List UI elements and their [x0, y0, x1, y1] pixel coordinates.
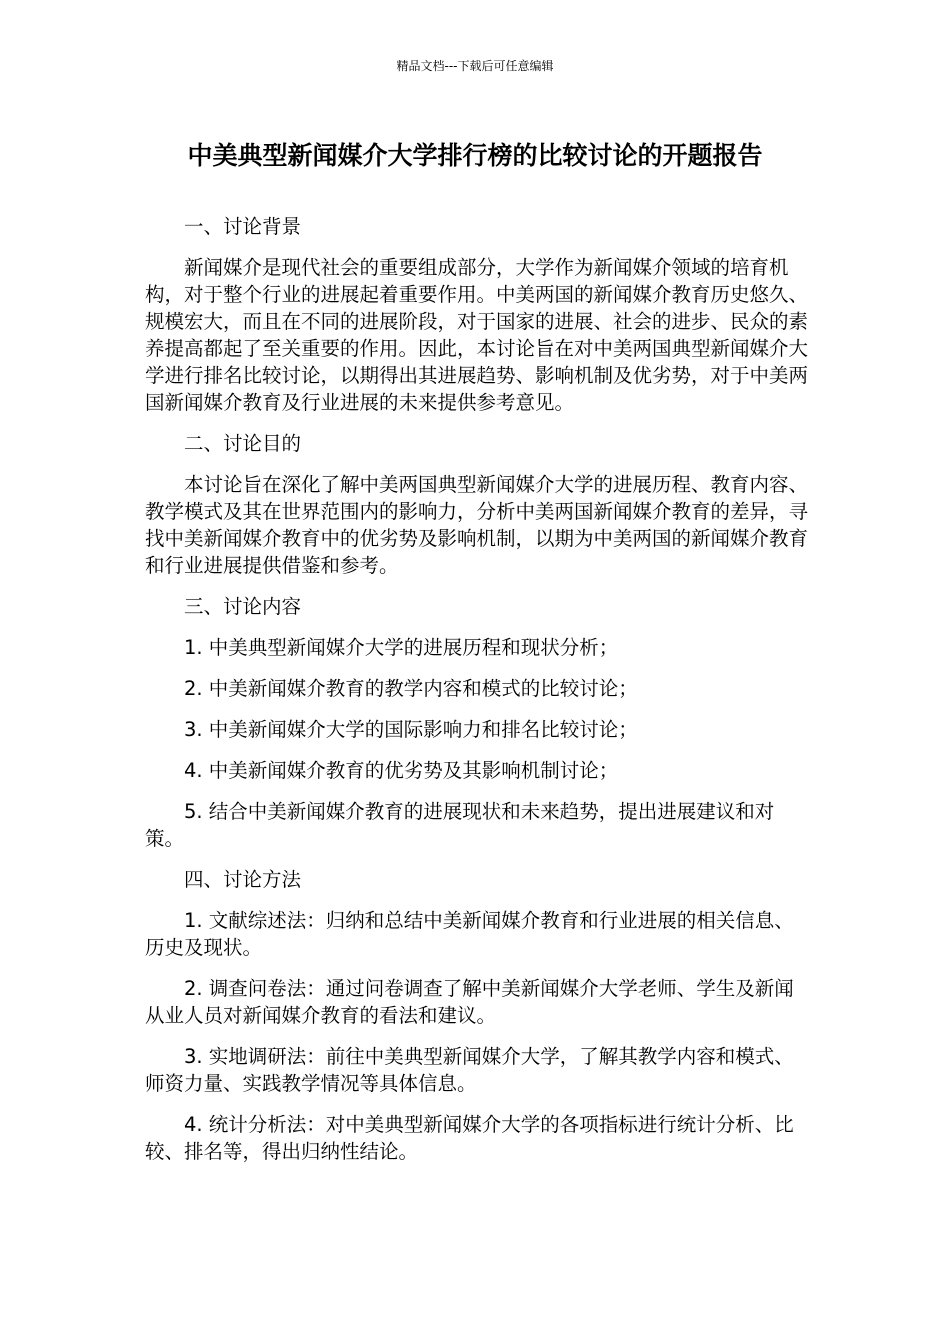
section-heading-content: 三、讨论内容: [184, 595, 302, 618]
method-item-1: 1. 文献综述法：归纳和总结中美新闻媒介教育和行业进展的相关信息、历史及现状。: [145, 909, 794, 959]
document-title: 中美典型新闻媒介大学排行榜的比较讨论的开题报告: [187, 141, 763, 170]
background-paragraph: 新闻媒介是现代社会的重要组成部分，大学作为新闻媒介领域的培育机构，对于整个行业的进展起着重要作用。中美两国的新闻媒介教育历史悠久、规模宏大，而且在不同的进展阶段，对于国家的进展、社会的进步、民众的素养提高都起了至关重要的作用。因此，本讨论旨在对中美两国典型新闻媒介大学进行排名比较讨论，以期得出其进展趋势、影响机制及优劣势，对于中美两国新闻媒介教育及行业进展的未来提供参考意见。: [145, 256, 809, 414]
content-item-1: 1. 中美典型新闻媒介大学的进展历程和现状分析；: [184, 636, 619, 659]
content-item-4: 4. 中美新闻媒介教育的优劣势及其影响机制讨论；: [184, 759, 619, 782]
section-heading-purpose: 二、讨论目的: [184, 432, 302, 455]
header-note: 精品文档---下载后可任意编辑: [396, 59, 554, 73]
document-body: [145, 213, 810, 1179]
content-item-2: 2. 中美新闻媒介教育的教学内容和模式的比较讨论；: [184, 677, 638, 700]
section-heading-background: 一、讨论背景: [184, 215, 302, 238]
section-heading-methods: 四、讨论方法: [184, 868, 302, 891]
content-item-3: 3. 中美新闻媒介大学的国际影响力和排名比较讨论；: [184, 718, 638, 741]
content-item-5: 5. 结合中美新闻媒介教育的进展现状和未来趋势，提出进展建议和对策。: [145, 800, 775, 850]
method-item-4: 4. 统计分析法：对中美典型新闻媒介大学的各项指标进行统计分析、比较、排名等，得出归纳性结论。: [145, 1113, 794, 1163]
purpose-paragraph: 本讨论旨在深化了解中美两国典型新闻媒介大学的进展历程、教育内容、教学模式及其在世界范围内的影响力，分析中美两国新闻媒介教育的差异，寻找中美新闻媒介教育中的优劣势及影响机制，以期为中美两国的新闻媒介教育和行业进展提供借鉴和参考。: [145, 473, 809, 577]
method-item-3: 3. 实地调研法：前往中美典型新闻媒介大学，了解其教学内容和模式、师资力量、实践教学情况等具体信息。: [145, 1045, 794, 1095]
method-item-2: 2. 调查问卷法：通过问卷调查了解中美新闻媒介大学老师、学生及新闻从业人员对新闻媒介教育的看法和建议。: [145, 977, 794, 1027]
